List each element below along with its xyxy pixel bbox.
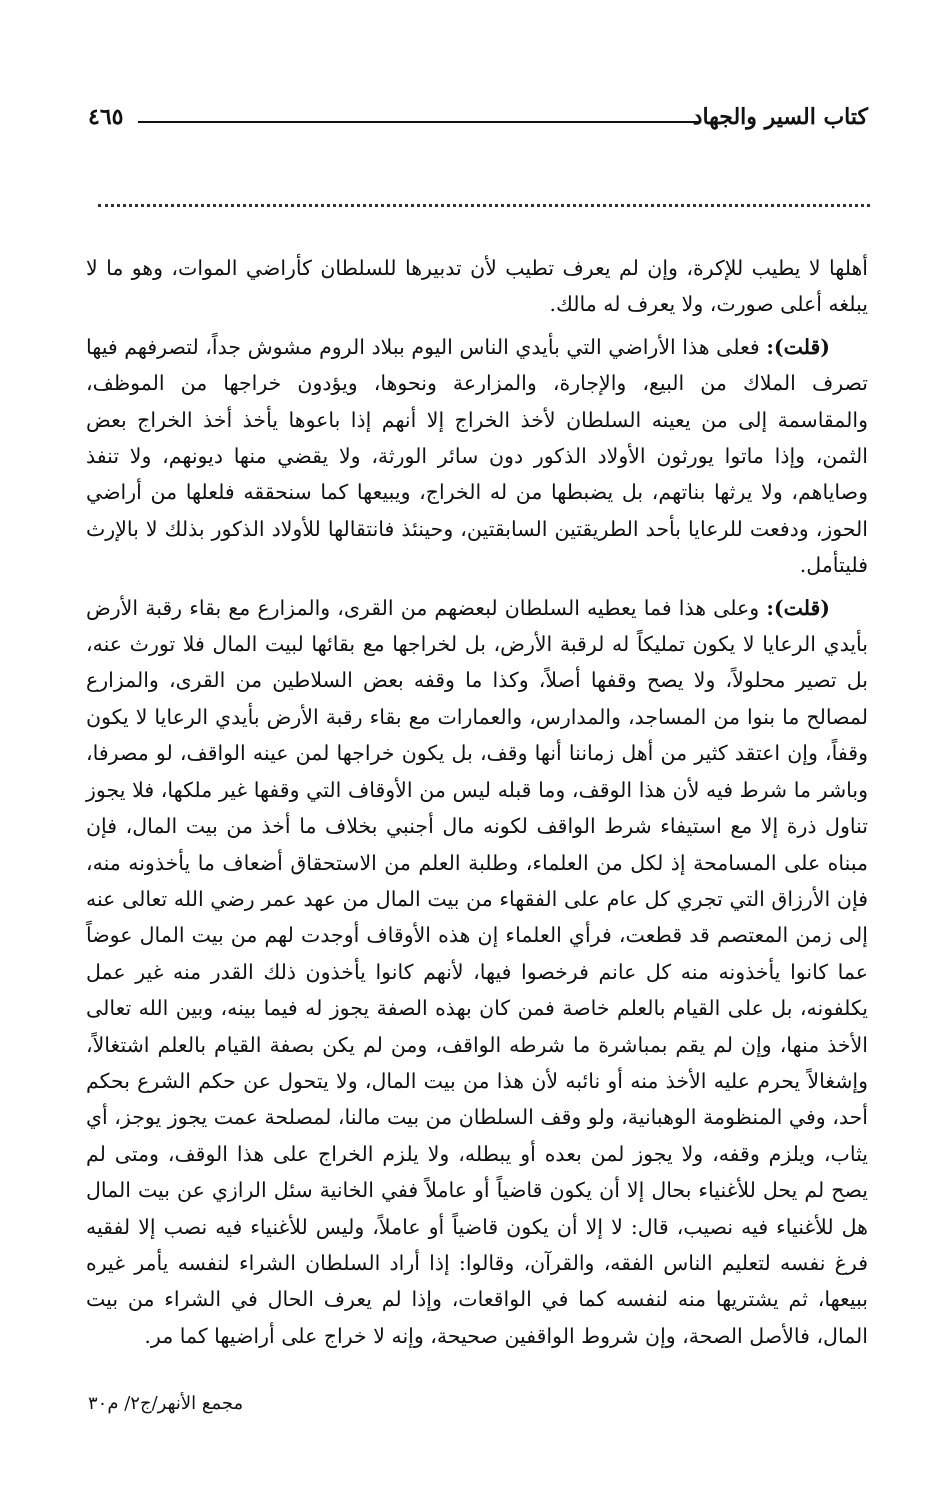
paragraph-label: (قلت):: [766, 595, 830, 620]
paragraph-text: أهلها لا يطيب للإكرة، وإن لم يعرف تطيب لأن تدبيرها للسلطان كأراضي الموات، وهو ما لا يبلغه أعلى صورت، ولا يعرف له مالك.: [86, 256, 868, 317]
paragraph: [86, 250, 868, 323]
page-body: [86, 250, 868, 1360]
page-number: ٤٦٥: [88, 104, 124, 130]
paragraph-text: فعلى هذا الأراضي التي بأيدي الناس اليوم ببلاد الروم مشوش جداً، لتصرفهم فيها تصرف الملاك من البيع، والإجارة، والمزارعة ونحوها، ويؤدون خراجها من الموظف، والمقاسمة إلى من يعينه السلطان لأخذ الخراج إلا أنهم إذا باعوها يأخذ أخذ الخراج بعض الثمن، وإذا ماتوا يورثون الأولاد الذكور دون سائر الورثة، ولا يقضي منها ديونهم، ولا تنفذ وصاياهم، ولا يرثها بناتهم، بل يضبطها من له الخراج، ويبيعها كما سنحققه فلعلها من أراضي الحوز، ودفعت للرعايا بأحد الطريقتين السابقتين، وحينئذ فانتقالها للأولاد الذكور بذلك لا بالإرث فليتأمل.: [86, 334, 868, 578]
signature-mark: مجمع الأنهر/ج٢/ م٣٠: [88, 1393, 244, 1414]
dotted-separator: [98, 204, 870, 207]
paragraph: [86, 590, 868, 1355]
paragraph-label: (قلت):: [766, 334, 830, 359]
paragraph: [86, 329, 868, 584]
header-rule: [138, 121, 698, 123]
running-title: كتاب السير والجهاد: [692, 104, 868, 130]
page-header: [88, 104, 868, 144]
paragraph-text: وعلى هذا فما يعطيه السلطان لبعضهم من القرى، والمزارع مع بقاء رقبة الأرض بأيدي الرعايا لا يكون تمليكاً له لرقبة الأرض، بل لخراجها مع بقائها لبيت المال فلا تورث عنه، بل تصير محلولاً، ولا يصح وقفها أصلاً، وكذا ما وقفه بعض السلاطين من القرى، والمزارع لمصالح ما بنوا من المساجد، والمدارس، والعمارات مع بقاء رقبة الأرض بأيدي الرعايا لا يكون وقفاً، وإن اعتقد كثير من أهل زماننا أنها وقف، بل يكون خراجها لمن عينه الواقف، لو مصرفا، وباشر ما شرط فيه لأن هذا الوقف، وما قبله ليس من الأوقاف التي وقفها غير ملكها، فلا يجوز تناول ذرة إلا مع استيفاء شرط الواقف لكونه مال أجنبي بخلاف ما أخذ من بيت المال، فإن مبناه على المسامحة إذ لكل من العلماء، وطلبة العلم من الاستحقاق أضعاف ما يأخذونه منه، فإن الأرزاق التي تجري كل عام على الفقهاء من بيت المال من عهد عمر رضي الله تعالى عنه إلى زمن المعتصم قد قطعت، فرأي العلماء إن هذه الأوقاف أوجدت لهم من بيت المال عوضاً عما كانوا يأخذونه منه كل عانم فرخصوا فيها، لأنهم كانوا يأخذون ذلك القدر منه غير عمل يكلفونه، بل على القيام بالعلم خاصة فمن كان بهذه الصفة يجوز له فيما بينه، وبين الله تعالى الأخذ منها، وإن لم يقم بمباشرة ما شرطه الواقف، ومن لم يكن بصفة القيام بالعلم اشتغالاً، وإشغالاً يحرم عليه الأخذ منه أو نائبه لأن هذا من بيت المال، ولا يتحول عن حكم الشرع بحكم أحد، وفي المنظومة الوهبانية، ولو وقف السلطان من بيت مالنا، لمصلحة عمت يجوز يوجز، أي يثاب، ويلزم وقفه، ولا يجوز لمن بعده أو يبطله، ولا يلزم الخراج على هذا الوقف، ومتى لم يصح لم يحل للأغنياء بحال إلا أن يكون قاضياً أو عاملاً ففي الخانية سئل الرازي عن بيت المال هل للأغنياء فيه نصيب، قال: لا إلا أن يكون قاضياً أو عاملاً، وليس للأغنياء فيه نصب إلا لفقيه فرغ نفسه لتعليم الناس الفقه، والقرآن، وقالوا: إذا أراد السلطان الشراء لنفسه يأمر غيره ببيعها، ثم يشتريها منه لنفسه كما في الواقعات، وإذا لم يعرف الحال في الشراء من بيت المال، فالأصل الصحة، وإن شروط الواقفين صحيحة، وإنه لا خراج على أراضيها كما مر.: [86, 595, 868, 1348]
